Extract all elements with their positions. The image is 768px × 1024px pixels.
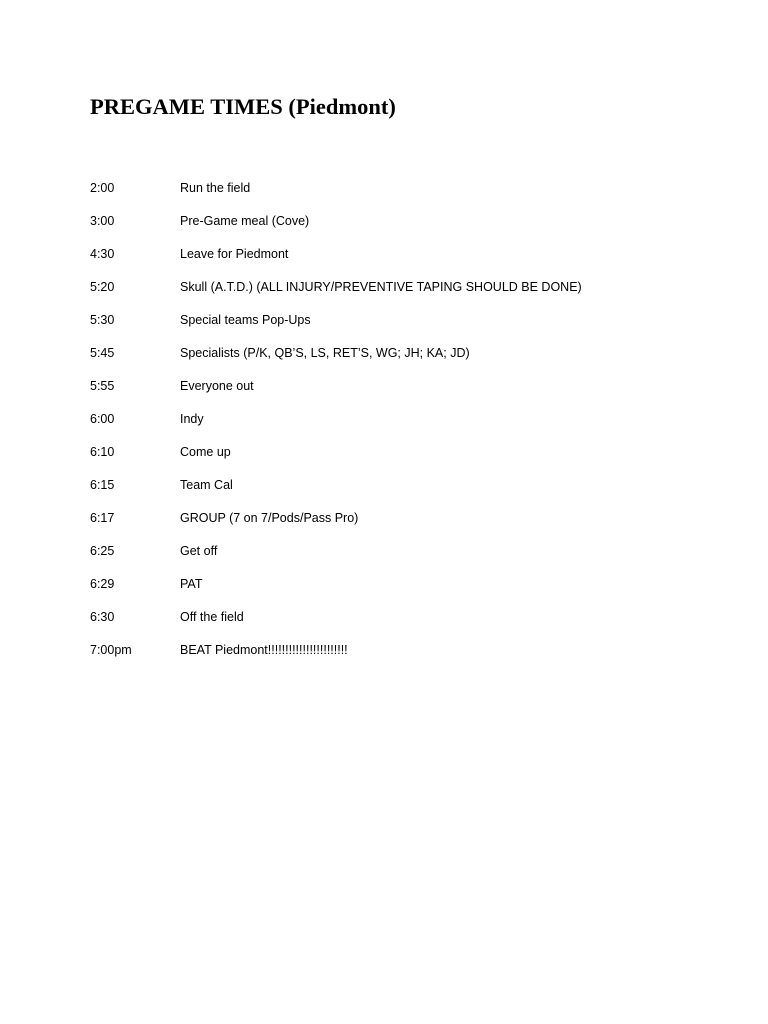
schedule-time: 5:20 xyxy=(90,280,115,294)
schedule-row xyxy=(90,576,730,609)
schedule-time: 7:00pm xyxy=(90,643,132,657)
schedule-row xyxy=(90,213,730,246)
schedule-activity: Run the field xyxy=(180,181,251,195)
schedule-time: 6:00 xyxy=(90,412,115,426)
schedule-row xyxy=(90,444,730,477)
page-title: PREGAME TIMES (Piedmont) xyxy=(90,94,396,119)
schedule-row xyxy=(90,180,730,213)
schedule-activity: GROUP (7 on 7/Pods/Pass Pro) xyxy=(180,511,359,525)
schedule-activity: Specialists (P/K, QB’S, LS, RET’S, WG; JH; KA; JD) xyxy=(180,346,470,360)
schedule-row xyxy=(90,378,730,411)
schedule-time: 6:29 xyxy=(90,577,115,591)
schedule-row xyxy=(90,246,730,279)
schedule-activity: Skull (A.T.D.) (ALL INJURY/PREVENTIVE TAPING SHOULD BE DONE) xyxy=(180,280,582,294)
schedule-time: 2:00 xyxy=(90,181,115,195)
schedule-time: 5:45 xyxy=(90,346,115,360)
schedule-time: 5:55 xyxy=(90,379,115,393)
schedule-activity: Special teams Pop-Ups xyxy=(180,313,311,327)
schedule-time: 3:00 xyxy=(90,214,115,228)
schedule-time: 6:10 xyxy=(90,445,115,459)
schedule-row xyxy=(90,609,730,642)
schedule-row xyxy=(90,312,730,345)
schedule-row xyxy=(90,510,730,543)
schedule-activity: Pre-Game meal (Cove) xyxy=(180,214,310,228)
schedule-time: 4:30 xyxy=(90,247,115,261)
schedule-row xyxy=(90,642,730,675)
schedule-activity: PAT xyxy=(180,577,203,591)
schedule-activity: Come up xyxy=(180,445,231,459)
schedule-row xyxy=(90,279,730,312)
schedule-time: 6:25 xyxy=(90,544,115,558)
schedule-activity: Get off xyxy=(180,544,218,558)
schedule-list xyxy=(90,180,730,675)
schedule-activity: Off the field xyxy=(180,610,244,624)
schedule-time: 5:30 xyxy=(90,313,115,327)
schedule-row xyxy=(90,411,730,444)
schedule-time: 6:15 xyxy=(90,478,115,492)
schedule-activity: Everyone out xyxy=(180,379,254,393)
schedule-row xyxy=(90,477,730,510)
schedule-row xyxy=(90,543,730,576)
schedule-time: 6:17 xyxy=(90,511,115,525)
schedule-activity: Indy xyxy=(180,412,204,426)
schedule-row xyxy=(90,345,730,378)
schedule-activity: Team Cal xyxy=(180,478,233,492)
schedule-activity: Leave for Piedmont xyxy=(180,247,289,261)
schedule-time: 6:30 xyxy=(90,610,115,624)
schedule-activity: BEAT Piedmont!!!!!!!!!!!!!!!!!!!!!!! xyxy=(180,643,348,657)
